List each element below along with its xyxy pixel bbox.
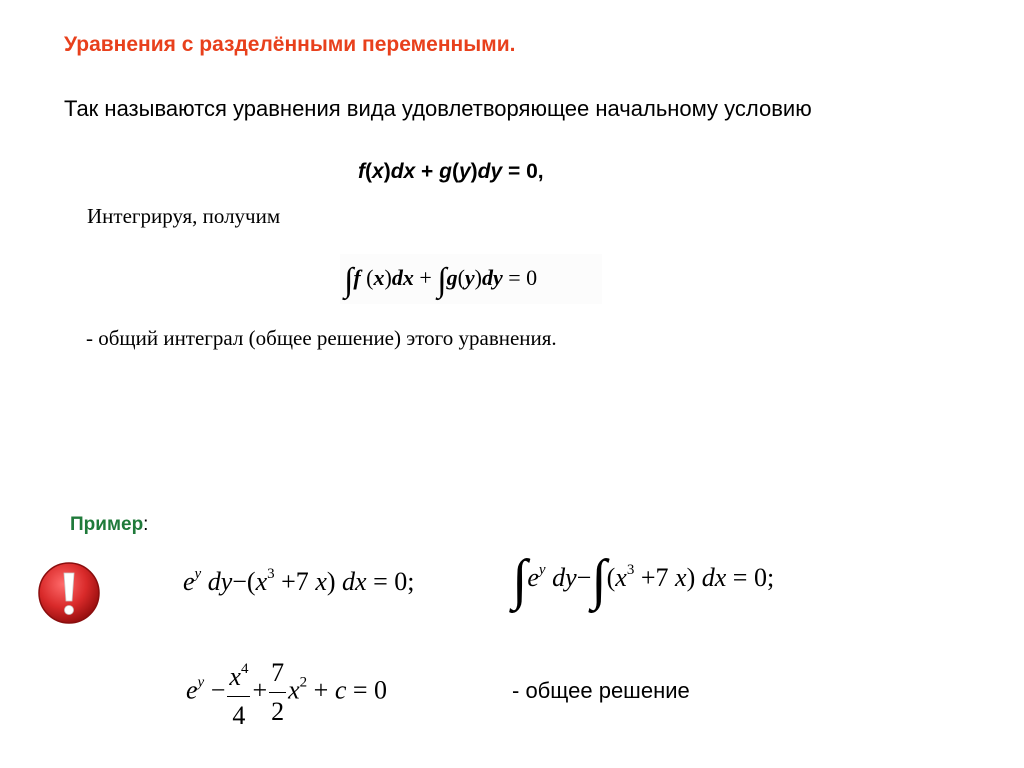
general-solution-text: - общее решение — [512, 678, 690, 703]
example-equation-1: $e^y$ $dy-(x^3 +7$ x) dx = 0; — [183, 566, 415, 596]
intro-text: Так называются уравнения вида удовлетворяющее начальному условию — [64, 96, 812, 121]
integrating-text: Интегрируя, получим — [87, 204, 281, 228]
example-solution: $e^y$ − $\frac{x^4}{4}$ + $\frac{7}{2}$ $x^2 + c = 0$ — [186, 650, 387, 735]
integral-equation-image: ∫f (x)dx + ∫g(y)dy = 0 — [340, 254, 602, 304]
slide-title: Уравнения с разделёнными переменными. — [64, 33, 516, 56]
example-colon: : — [143, 514, 149, 535]
example-label-row — [70, 514, 148, 536]
main-equation: f(x)dx + g(y)dy = 0, — [358, 160, 544, 183]
example-label: Пример — [70, 514, 144, 535]
exclamation-icon — [37, 561, 101, 625]
general-integral-text: - общий интеграл (общее решение) этого уравнения. — [86, 326, 557, 350]
example-equation-2: $\int e^y$ $dy-\int(x^3 +7$ x) dx = 0; — [512, 549, 775, 611]
